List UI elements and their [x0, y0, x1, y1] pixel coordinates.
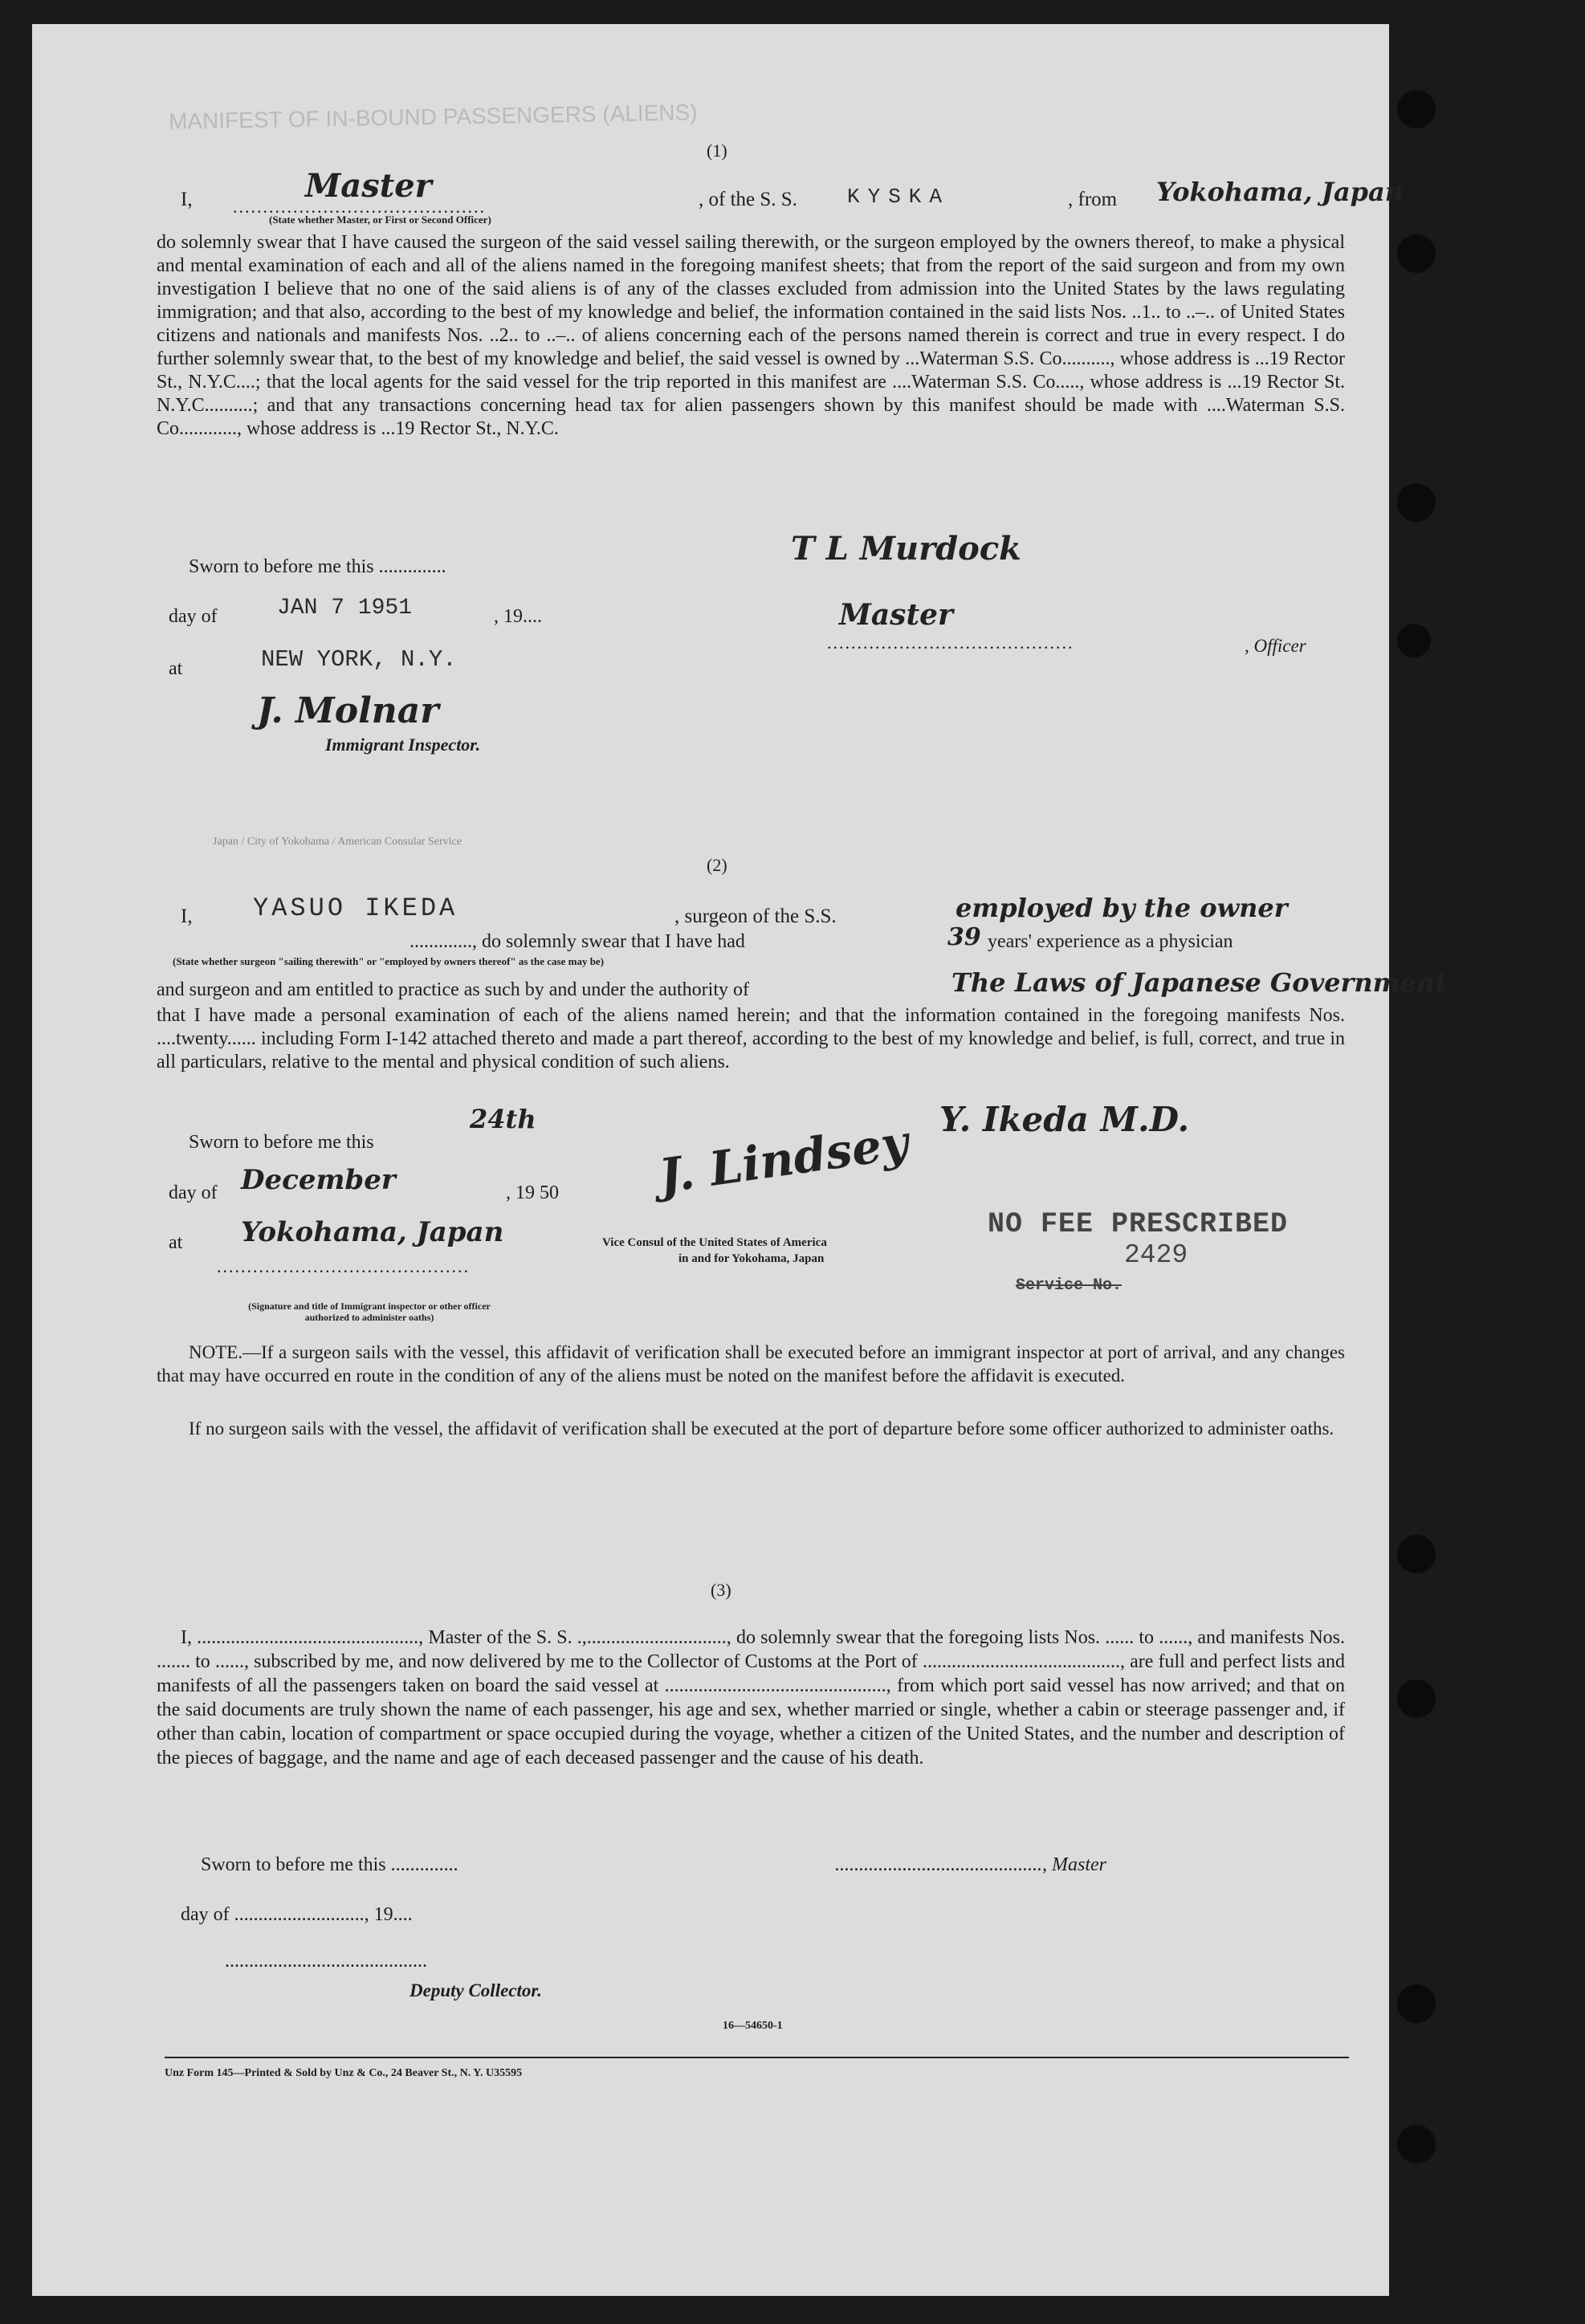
s1-of-ss: , of the S. S. [699, 189, 797, 210]
printer-line: Unz Form 145—Printed & Sold by Unz & Co., 24 Beaver St., N. Y. U35595 [165, 2067, 523, 2079]
s2-line2-a: ............., do solemnly swear that I have had [409, 931, 745, 952]
s2-note-2: If no surgeon sails with the vessel, the affidavit of verification shall be executed at the port of departure before some officer authorized to administer oaths. [189, 1418, 1334, 1439]
s1-master-title-handwriting: Master [839, 598, 953, 632]
s2-day-label: day of [169, 1182, 218, 1203]
s1-day-date: JAN 7 1951 [277, 596, 413, 621]
s2-surgeon-of: , surgeon of the S.S. [674, 906, 837, 927]
s2-official-caption: (Signature and title of Immigrant inspector or other officer authorized to administer oaths) [248, 1300, 491, 1323]
punch-hole [1397, 1535, 1436, 1573]
bleed-through-header: MANIFEST OF IN-BOUND PASSENGERS (ALIENS) [168, 100, 698, 134]
s2-consul-title-1: Vice Consul of the United States of America [602, 1236, 827, 1249]
s3-collector-title: Deputy Collector. [409, 1980, 542, 2000]
s2-authority-a: and surgeon and am entitled to practice as such by and under the authority of [157, 979, 749, 1000]
s3-collector-line: .......................................... [225, 1951, 427, 1972]
section-2-number: (2) [707, 855, 727, 875]
service-number-stamp: Service No. [1016, 1276, 1123, 1295]
s2-role-caption: (State whether surgeon "sailing therewith" or "employed by owners thereof" as the case may be) [173, 955, 605, 967]
s2-line2-b: years' experience as a physician [988, 931, 1233, 952]
s1-from-label: , from [1068, 189, 1118, 210]
s1-inspector-title: Immigrant Inspector. [325, 735, 481, 755]
s3-oath-body: I, .............................................., Master of the S. S. .,............................., do solemnly swear that the foregoing lists Nos. ...... to ......, and manifests Nos. ....... to ......, subscribed by me, and now delivered by me to the Collector of Customs at the Port of ........................................., are full and perfect lists and manifests of all the passengers taken on board the said vessel at .............................................., from which port said vessel has now arrived; and that on the said documents are truly shown the name of each passenger, his age and sex, whether married or single, whether a cabin or steerage passenger and, if other than cabin, location of compartment or space occupied during the voyage, whether a citizen of the United States, and the number and description of the pieces of baggage, and the name and age of each deceased passenger and the cause of his death. [157, 1627, 1345, 1768]
s1-role-caption: (State whether Master, or First or Second Officer) [269, 214, 491, 226]
s1-day-label: day of [169, 606, 218, 627]
s1-at-place: NEW YORK, N.Y. [261, 646, 457, 673]
punch-hole [1397, 234, 1436, 273]
punch-hole [1397, 2125, 1436, 2163]
s2-surgeon-signature: Y. Ikeda M.D. [939, 1100, 1190, 1139]
s2-sworn-label: Sworn to before me this [189, 1132, 374, 1153]
s2-at-handwriting: Yokohama, Japan [241, 1216, 504, 1248]
punch-hole [1397, 1679, 1436, 1718]
s2-oath-body: that I have made a personal examination of each of the aliens named herein; and that the information contained in the foregoing manifests Nos. ....twenty...... including Form I-142 attached thereto and made a part thereof, according to the best of my knowledge and belief, is full, correct, and true in all particulars, relative to the mental and physical condition of such aliens. [157, 1005, 1345, 1072]
s1-i-label: I, [181, 189, 193, 210]
s1-oath-body: do solemnly swear that I have caused the surgeon of the said vessel sailing therewith, or the surgeon employed by the owners thereof, to make a physical and mental examination of each and all of the aliens named in the foregoing manifest sheets; that from the report of the said surgeon and from my own investigation I believe that no one of the said aliens is of any of the classes excluded from admission into the United States by the laws regulating immigration; and that also, according to the best of my knowledge and belief, the information contained in the said lists Nos. ..1.. to ..–.. of United States citizens and nationals and manifests Nos. ..2.. to ..–.. of aliens concerning each of the persons named therein is correct and true in every respect. I do further solemnly swear that, to the best of my knowledge and belief, the said vessel is owned by ...Waterman S.S. Co.........., whose address is ...19 Rector St., N.Y.C....; that the local agents for the said vessel for the trip reported in this manifest are ....Waterman S.S. Co....., whose address is ...19 Rector St. N.Y.C..........; and that any transactions concerning head tax for alien passengers shown by this manifest should be made with ....Waterman S.S. Co............, whose address is ...19 Rector St., N.Y.C. [157, 232, 1345, 439]
s2-sworn-handwriting: 24th [470, 1104, 536, 1134]
punch-hole [1397, 1984, 1436, 2023]
s3-sworn-label: Sworn to before me this .............. [201, 1854, 458, 1875]
s2-surgeon-name: YASUO IKEDA [253, 893, 458, 923]
s1-at-label: at [169, 658, 183, 679]
s1-officer-label: , Officer [1245, 636, 1306, 656]
section-1-number: (1) [707, 140, 727, 161]
fee-stamp-number: 2429 [1124, 1240, 1188, 1270]
s2-nineteen: , 19 50 [506, 1182, 559, 1203]
s2-years-handwriting: 39 [947, 923, 981, 951]
s3-day-label: day of ..........................., 19.... [181, 1904, 413, 1925]
section-3-number: (3) [711, 1580, 731, 1600]
consular-stamp: Japan / City of Yokohama / American Consular Service [213, 836, 462, 848]
footer-rule [165, 2057, 1349, 2058]
s2-consul-signature: J. Lindsey [655, 1114, 912, 1204]
s2-at-label: at [169, 1232, 183, 1253]
s2-authority-handwriting: The Laws of Japanese Government [951, 967, 1447, 998]
s2-note-1: NOTE.—If a surgeon sails with the vessel, this affidavit of verification shall be executed before an immigrant inspector at port of arrival, and any changes that may have occurred en route in the condition of any of the aliens must be noted on the manifest before the affidavit is executed. [157, 1342, 1345, 1386]
s1-sworn-label: Sworn to before me this .............. [189, 556, 446, 577]
s2-consul-title-2: in and for Yokohama, Japan [678, 1252, 825, 1265]
s1-from-handwriting: Yokohama, Japan [1156, 177, 1404, 207]
s1-inspector-signature: J. Molnar [257, 690, 439, 731]
s1-vessel-name: KYSKA [847, 185, 951, 209]
s1-master-handwriting: Master [305, 167, 432, 205]
punch-hole [1397, 90, 1436, 128]
no-fee-stamp: NO FEE PRESCRIBED [988, 1208, 1289, 1240]
s3-master-line: ..........................................., Master [835, 1854, 1106, 1875]
s1-nineteen: , 19.... [494, 606, 542, 627]
punch-hole [1397, 483, 1436, 522]
punch-hole [1397, 624, 1431, 657]
s2-day-handwriting: December [241, 1164, 396, 1196]
form-number: 16—54650-1 [723, 2020, 783, 2032]
s2-surgeon-handwriting: employed by the owner [955, 893, 1288, 923]
s2-i-label: I, [181, 906, 193, 927]
document-page: MANIFEST OF IN-BOUND PASSENGERS (ALIENS) (1) I, Master .......................................... (State whether Master, or First or Second Officer) , of the S. S. KYSKA , from Yokohama, Japan do solemnly swear that I have caused the surgeon of the said vessel sailing therewith, or the surgeon employed by the owners thereof, to make a physical and mental examination of each and all of the aliens named in the foregoing manifest sheets; that from the report of the said surgeon and from my own investigation I believe that no one of the said aliens is of any of the classes excluded from admission into the United States by the laws regulating immigration; and that also, according to the best of my knowledge and belief, the information contained in the said lists Nos. ..1.. to ..–.. of United States citizens and nationals and manifests Nos. ..2.. to ..–.. of aliens concerning each of the persons named therein is correct and true in every respect. I do further solemnly swear that, to the best of my knowledge and belief, the said vessel is owned by ...Waterman S.S. Co.........., whose address is ...19 Rector St., N.Y.C....; that the local agents for the said vessel for the trip reported in this manifest are ....Waterman S.S. Co....., whose address is ...19 Rector St. N.Y.C..........; and that any transactions concerning head tax for alien passengers shown by this manifest should be made with ....Waterman S.S. Co............, whose address is ...19 Rector St., N.Y.C. Sworn to before me this .............. T L Murdock day of JAN 7 1951 , 19.... Master ......................................... , Officer at NEW YORK, N.Y. J. Molnar Immigrant Inspector. Japan / City of Yokohama / American Consular Service (2) I, YASUO IKEDA , surgeon of the S.S. employed by the owner ............., do solemnly swear that I have had 39 years' experience as a physician (State whether surgeon "sailing therewith" or "employed by owners thereof" as the case may be) and surgeon and am entitled to practice as such by and under the authority of The Laws of Japanese Government that I have made a personal examination of each of the aliens named herein; and that the information contained in the foregoing manifests Nos. ....twenty...... including Form I-142 attached thereto and made a part thereof, according to the best of my knowledge and belief, is full, correct, and true in all particulars, relative to the mental and physical condition of such aliens. Y. Ikeda M.D. Sworn to before me this 24th day of December , 19 50 at Yokohama, Japan .......................................... (Signature and title of Immigrant inspector or other officer authorized to administer oaths) J. Lindsey Vice Consul of the United States of America in and for Yokohama, Japan NO FEE PRESCRIBED 2429 Service No. NOTE.—If a surgeon sails with the vessel, this affidavit of verification shall be executed before an immigrant inspector at port of arrival, and any changes that may have occurred en route in the condition of any of the aliens must be noted on the manifest before the affidavit is executed. If no surgeon sails with the vessel, the affidavit of verification shall be executed at the port of departure before some officer authorized to administer oaths. (3) I, .............................................., Master of the S. S. .,............................., do solemnly swear that the foregoing lists Nos. ...... to ......, and manifests Nos. ....... to ......, subscribed by me, and now delivered by me to the Collector of Customs at the Port of ........................................., are full and perfect lists and manifests of all the passengers taken on board the said vessel at .............................................., from which port said vessel has now arrived; and that on the said documents are truly shown the name of each passenger, his age and sex, whether married or single, whether a cabin or steerage passenger and, if other than cabin, location of compartment or space occupied during the voyage, whether a citizen of the United States, and the number and description of the pieces of baggage, and the name and age of each deceased passenger and the cause of his death. Sworn to before me this .............. ..........................................., Master day of ..........................., 19.... .......................................... Deputy Collector. 16—54650-1 Unz Form 145—Printed & Sold by Unz & Co., 24 Beaver St., N. Y. U35595 [32, 24, 1389, 2296]
s1-master-signature: T L Murdock [791, 530, 1021, 568]
